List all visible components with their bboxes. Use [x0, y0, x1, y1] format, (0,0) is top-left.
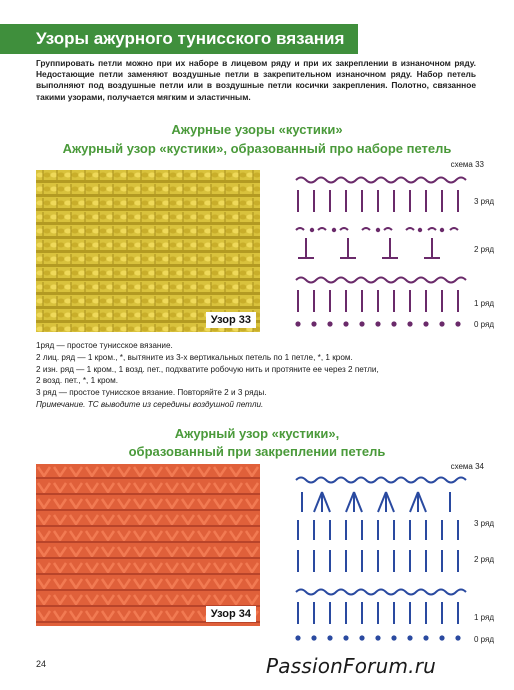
- scheme33-row3: 3 ряд: [474, 197, 495, 206]
- scheme34-label: схема 34: [450, 462, 484, 471]
- scheme34-row1: 1 ряд: [474, 613, 495, 622]
- scheme34-row0: 0 ряд: [474, 635, 495, 644]
- instruction-line: 2 лиц. ряд — 1 кром., *, вытяните из 3-х вертикальных петель по 1 петле, *, 1 кром.: [36, 352, 353, 362]
- scheme33-diagram: [282, 160, 502, 335]
- scheme33-row1: 1 ряд: [474, 299, 495, 308]
- scheme34-diagram: [282, 462, 502, 654]
- intro-paragraph: Группировать петли можно при их наборе в лицевом ряду и при их закреплении в изнаночном ряду. Недостающие петли заменяют воздушные петли в закрепительном изнаночном ряду. Набор петель выполняют под воздушные петли или в воздушные петли косички закрепления. Полотно, связанное такими узорами, получается мягким и эластичным.: [36, 58, 476, 102]
- section2-subheading: образованный при закреплении петель: [128, 444, 386, 459]
- pattern34-photo: [36, 464, 260, 626]
- page-title: Узоры ажурного тунисского вязания: [36, 29, 345, 48]
- pattern34-label: Узор 34: [206, 606, 256, 622]
- scheme34-row2: 2 ряд: [474, 555, 495, 564]
- instruction-note: Примечание. ТС выводите из середины воздушной петли.: [36, 399, 264, 409]
- section1-subheading: Ажурный узор «кустики», образованный про наборе петель: [62, 141, 452, 156]
- scheme33-row2: 2 ряд: [474, 245, 495, 254]
- page-number: 24: [36, 659, 47, 669]
- instruction-line: 2 возд. пет., *, 1 кром.: [36, 376, 118, 386]
- instruction-line: 2 изн. ряд — 1 кром., 1 возд. пет., подхватите робочую нить и протяните ее через 2 петли,: [36, 364, 379, 374]
- title-banner: [0, 24, 358, 54]
- scheme34: [282, 462, 502, 654]
- section1-heading: Ажурные узоры «кустики»: [171, 122, 343, 137]
- scheme33-row0: 0 ряд: [474, 320, 495, 329]
- pattern33-label: Узор 33: [206, 312, 256, 328]
- instruction-line: 3 ряд — простое тунисское вязание. Повторяйте 2 и 3 ряды.: [36, 388, 267, 398]
- pattern33-photo: [36, 170, 260, 332]
- scheme33-label: схема 33: [450, 160, 484, 169]
- scheme34-row3: 3 ряд: [474, 519, 495, 528]
- knit-texture-yellow: [36, 170, 260, 332]
- scheme33: [282, 160, 502, 335]
- instructions: [36, 340, 476, 411]
- section2-heading: Ажурный узор «кустики»,: [174, 426, 340, 441]
- site-watermark: PassionForum.ru: [266, 654, 437, 678]
- instruction-line: 1ряд — простое тунисское вязание.: [36, 341, 173, 350]
- knit-texture-orange: [36, 464, 260, 626]
